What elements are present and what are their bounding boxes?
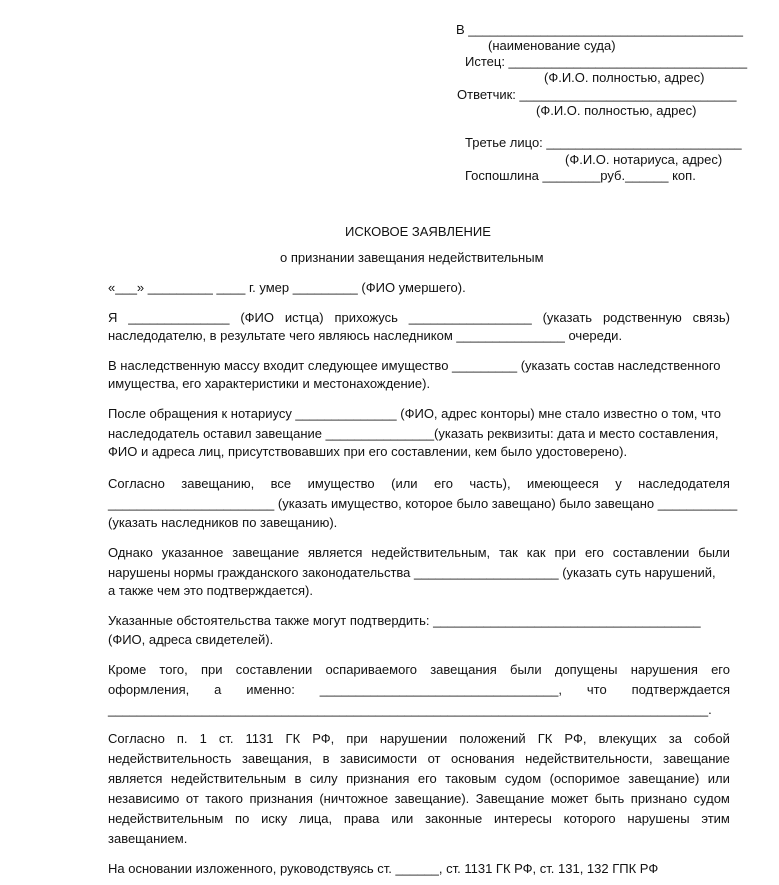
paragraph-invalid-line3: а также чем это подтверждается).	[108, 583, 313, 598]
paragraph-witnesses-line2: (ФИО, адреса свидетелей).	[108, 632, 274, 647]
paragraph-will-line1: Согласно завещанию, все имущество (или его часть), имеющееся у наследодателя	[108, 476, 730, 491]
paragraph-law-line2: недействительность завещания, в зависимости от основания недействительности, завещание	[108, 751, 730, 766]
paragraph-invalid-line1: Однако указанное завещание является недействительным, так как при его составлении были	[108, 545, 730, 560]
court-hint: (наименование суда)	[488, 38, 616, 53]
document-subtitle: о признании завещания недействительным	[280, 250, 544, 265]
paragraph-will-line3: (указать наследников по завещанию).	[108, 515, 338, 530]
plaintiff-field: Истец: _________________________________	[465, 54, 748, 69]
paragraph-notary-line1: После обращения к нотариусу ______________ (ФИО, адрес конторы) мне стало известно о том, что	[108, 406, 721, 421]
paragraph-will-line2: _______________________ (указать имущество, которое было завещано) было завещано ___________	[108, 496, 738, 511]
paragraph-relationship-line2: наследодателю, в результате чего являюсь наследником _______________ очереди.	[108, 328, 623, 343]
defendant-hint: (Ф.И.О. полностью, адрес)	[536, 103, 697, 118]
paragraph-witnesses-line1: Указанные обстоятельства также могут подтвердить: _____________________________________	[108, 613, 701, 628]
paragraph-notary-line3: ФИО и адреса лиц, присутствовавших при его составлении, кем было удостоверено).	[108, 444, 628, 459]
paragraph-basis: На основании изложенного, руководствуясь ст. ______, ст. 1131 ГК РФ, ст. 131, 132 ГПК РФ	[108, 861, 659, 876]
paragraph-estate-line2: имущества, его характеристики и местонахождение).	[108, 376, 431, 391]
document-title: ИСКОВОЕ ЗАЯВЛЕНИЕ	[345, 224, 491, 239]
paragraph-relationship-line1: Я ______________ (ФИО истца) прихожусь _________________ (указать родственную связь)	[108, 310, 730, 325]
fee-field: Госпошлина ________руб.______ коп.	[465, 168, 696, 183]
paragraph-law-line3: является недействительным в силу признания его таковым судом (оспоримое завещание) или	[108, 771, 730, 786]
paragraph-form-violations-line3: ___________________________________________________________________________________.	[108, 702, 712, 717]
paragraph-invalid-line2: нарушены нормы гражданского законодательства ____________________ (указать суть нарушений,	[108, 565, 716, 580]
paragraph-estate-line1: В наследственную массу входит следующее имущество _________ (указать состав наследственного	[108, 358, 721, 373]
third-party-hint: (Ф.И.О. нотариуса, адрес)	[565, 152, 723, 167]
paragraph-law-line4: независимо от такого признания (ничтожное завещание). Завещание может быть признано судом	[108, 791, 730, 806]
paragraph-death: «___» _________ ____ г. умер _________ (ФИО умершего).	[108, 280, 466, 295]
paragraph-form-violations-line1: Кроме того, при составлении оспариваемого завещания были допущены нарушения его	[108, 662, 730, 677]
defendant-field: Ответчик: ______________________________	[457, 87, 737, 102]
third-party-field: Третье лицо: ___________________________	[465, 135, 742, 150]
paragraph-law-line6: завещанием.	[108, 831, 188, 846]
plaintiff-hint: (Ф.И.О. полностью, адрес)	[544, 70, 705, 85]
paragraph-law-line1: Согласно п. 1 ст. 1131 ГК РФ, при нарушении положений ГК РФ, влекущих за собой	[108, 731, 730, 746]
paragraph-law-line5: недействительным по иску лица, права или законные интересы которого нарушены этим	[108, 811, 730, 826]
paragraph-form-violations-line2: оформления, а именно: _________________________________, что подтверждается	[108, 682, 730, 697]
court-field: В ______________________________________	[456, 22, 744, 37]
paragraph-notary-line2: наследодатель оставил завещание _______________(указать реквизиты: дата и место составления,	[108, 426, 719, 441]
